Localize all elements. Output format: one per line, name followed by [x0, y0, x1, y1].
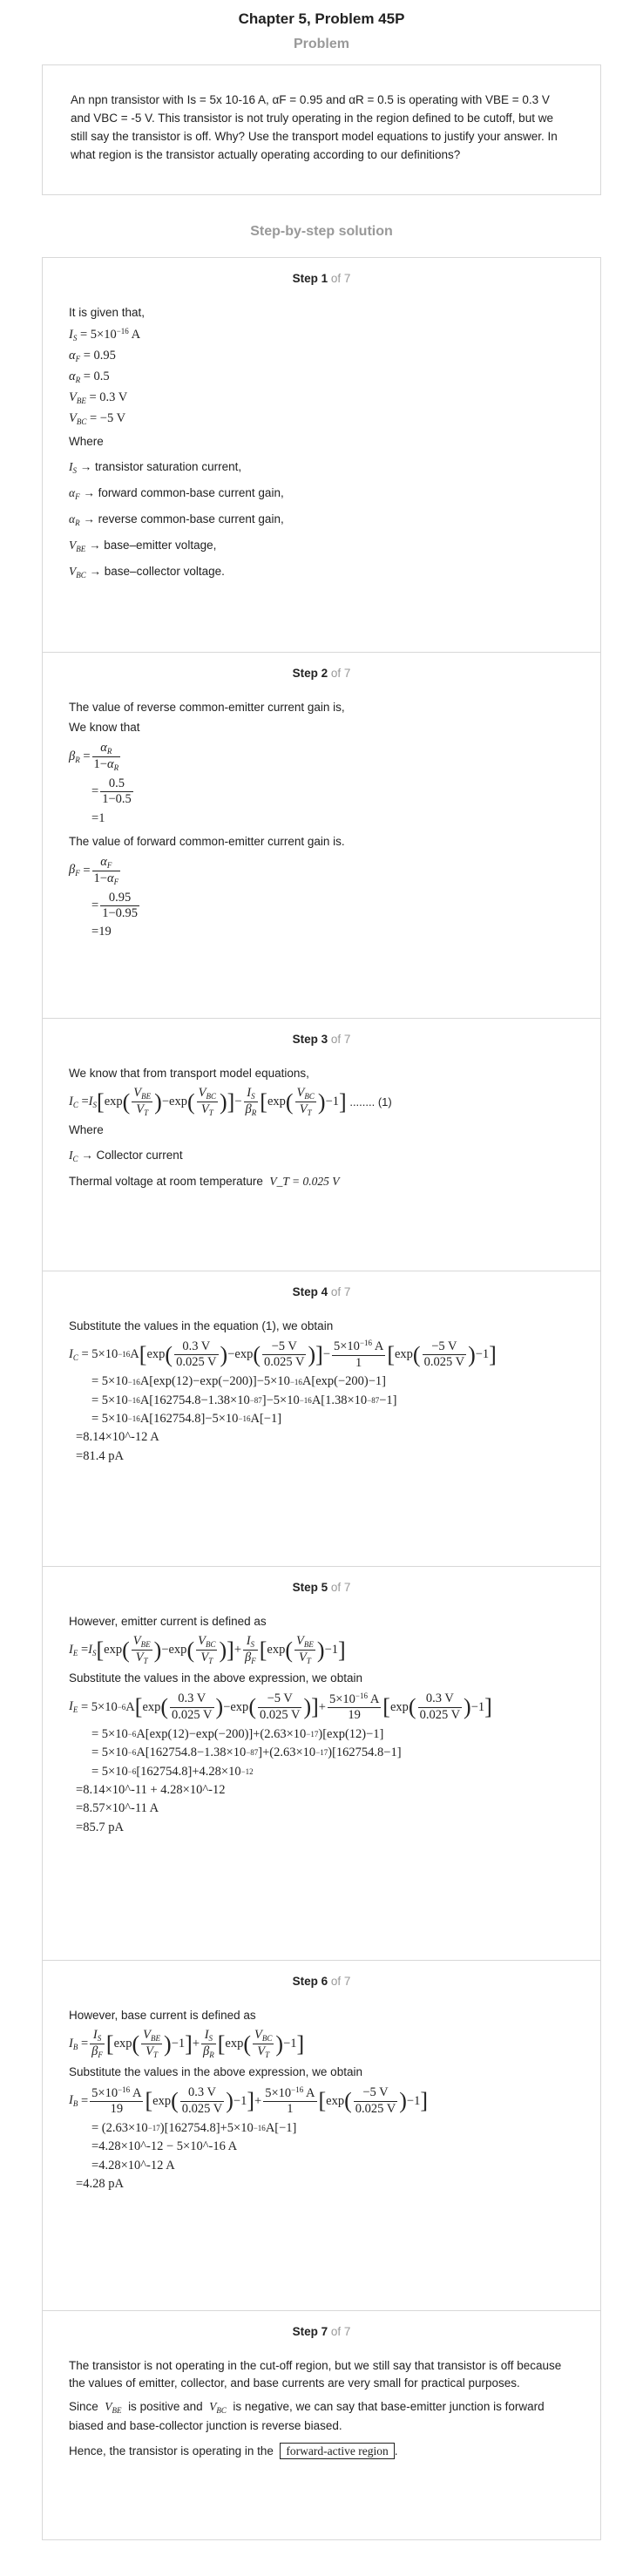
given-values	[69, 325, 574, 430]
ib-substitution: $I_B$ = $5\times 10^{-16}$ A 19 [ exp ( 0.3 V 0.025 V ) −1 ] + $5\times 10^{-16}$ A 1 [ exp ( −5 V 0.025 V ) −1 ] = (2.63×10 −17 )[162754.8]+5×10 −16 A[−1] = 4.28×10^-12 − 5×10^-16 A = 4.28×10^-12 A = 4.28 pA	[69, 2085, 429, 2191]
step-6-line1: However, base current is defined as	[69, 2008, 256, 2022]
step-1-where: Where	[69, 435, 104, 449]
step-2-line3: The value of forward common-emitter current gain is.	[69, 835, 345, 849]
given-vbe: $V_{BE} = 0.3$ V	[69, 390, 128, 406]
final-answer: forward-active region	[280, 2443, 394, 2459]
step-3-line1: We know that from transport model equations,	[69, 1066, 309, 1080]
step-7	[42, 2311, 601, 2540]
step-3	[42, 1019, 601, 1271]
beta-f-eq: $\beta_F$ = $\alpha_F$ $1-\alpha_F$ = 0.95 1−0.95 = 19	[69, 855, 138, 939]
ie-transport-eq: $I_E$ = $I_S$ [ exp ( $V_{BE}$ $V_T$ ) −exp ( $V_{BC}$ $V_T$ ) ] + $I_S$ $\beta_F$ [ exp ( $V_{BE}$ $V_T$ ) −1 ]	[69, 1634, 346, 1666]
step-2	[42, 653, 601, 1019]
step-6	[42, 1961, 601, 2311]
conclusion-p2: Since $V_{BE}$ is positive and $V_{BC}$ is negative, we can say that base-emitter junction is forward biased and base-collector junction is reverse biased.	[69, 2400, 545, 2433]
step-4-title: Step 4 of 7	[292, 1285, 351, 1298]
thermal-voltage: Thermal voltage at room temperature V_T = 0.025 V	[69, 1174, 340, 1188]
problem-heading: Problem	[293, 37, 349, 51]
ib-transport-eq: $I_B$ = $I_S$ $\beta_F$ [ exp ( $V_{BE}$ $V_T$ ) −1 ] + $I_S$ $\beta_R$ [ exp ( $V_{BC}$ $V_T$ ) −1 ]	[69, 2028, 305, 2060]
def-vbc: $V_{BC}$ → base–collector voltage.	[69, 564, 225, 580]
def-ic: $I_C$ → Collector current	[69, 1148, 183, 1163]
conclusion-p3: Hence, the transistor is operating in the forward-active region .	[69, 2444, 398, 2458]
step-2-title: Step 2 of 7	[292, 666, 351, 680]
step-5-line1: However, emitter current is defined as	[69, 1614, 267, 1628]
step-1	[42, 257, 601, 653]
def-is: $I_S$ → transistor saturation current,	[69, 459, 242, 475]
step-5	[42, 1567, 601, 1961]
def-vbe: $V_{BE}$ → base–emitter voltage,	[69, 538, 217, 553]
step-6-title: Step 6 of 7	[292, 1974, 351, 1988]
step-4	[42, 1271, 601, 1567]
step-2-line2: We know that	[69, 721, 140, 735]
step-6-line2: Substitute the values in the above expression, we obtain	[69, 2065, 362, 2079]
page-title: Chapter 5, Problem 45P	[238, 10, 405, 27]
ic-transport-eq: $I_C$ = $I_S$ [ exp ( $V_{BE}$ $V_T$ ) −exp ( $V_{BC}$ $V_T$ ) ] − $I_S$ $\beta_R$ [ exp ( $V_{BC}$ $V_T$ ) −1 ] ........ (1)	[69, 1086, 392, 1118]
step-2-line1: The value of reverse common-emitter current gain is,	[69, 700, 345, 714]
step-5-title: Step 5 of 7	[292, 1580, 351, 1594]
given-is: $I_S = 5\times 10^{-16}$ A	[69, 327, 141, 343]
ie-substitution: $I_E$ = 5×10 −6 A [ exp ( 0.3 V 0.025 V ) −exp ( −5 V 0.025 V ) ] + $5\times 10^{-16}$ A 19 [ exp ( 0.3 V 0.025 V ) −1 ] = 5×10 −6 A[exp(12)−exp(−200)]+(2.63×10 −17 )[exp(12)−1] = 5×10 −6 A[162754.8−1.38×10 −87 ]+(2.63×10 −17 )[162754.8−1] = 5×10 −6 [162754.8]+4.28×10 −12 = 8.14×10^-11 + 4.28×10^-12 = 8.57×10^-11 A = 85.7 pA	[69, 1691, 492, 1834]
def-ar: $\alpha_R$ → reverse common-base current gain,	[69, 512, 284, 527]
beta-r-eq: $\beta_R$ = $\alpha_R$ $1-\alpha_R$ = 0.5 1−0.5 = 1	[69, 741, 132, 825]
step-1-title: Step 1 of 7	[292, 271, 351, 285]
step-7-title: Step 7 of 7	[292, 2324, 351, 2338]
ic-substitution: $I_C$ = 5×10 −16 A [ exp ( 0.3 V 0.025 V ) −exp ( −5 V 0.025 V ) ] − $5\times 10^{-16}$ A 1 [ exp ( −5 V 0.025 V ) −1 ] = 5×10 −16 A[exp(12)−exp(−200)]−5×10 −16 A[exp(−200)−1] = 5×10 −16 A[162754.8−1.38×10 −87 ]−5×10 −16 A[1.38×10 −87 −1] = 5×10 −16 A[162754.8]−5×10 −16 A[−1] = 8.14×10^-12 A = 81.4 pA	[69, 1339, 497, 1463]
problem-box	[42, 64, 601, 195]
step-5-line2: Substitute the values in the above expression, we obtain	[69, 1671, 362, 1685]
given-vbc: $V_{BC} = -5$ V	[69, 411, 126, 427]
conclusion-p1: The transistor is not operating in the cut-off region, but we still say that transistor is off because the values of emitter, collector, and base currents are very small for practical purposes.	[69, 2358, 562, 2390]
given-af: $\alpha_F = 0.95$	[69, 349, 116, 364]
problem-text: An npn transistor with Is = 5x 10-16 A, αF = 0.95 and αR = 0.5 is operating with VBE = 0.3 V and VBC = -5 V. This transistor is not truly operating in the region defined to be cutoff, but we still say the transistor is off. Why? Use the transport model equations to justify your answer. In what region is the transistor actually operating according to our definitions?	[71, 92, 558, 161]
step-3-where: Where	[69, 1123, 104, 1137]
def-af: $\alpha_F$ → forward common-base current gain,	[69, 485, 284, 501]
step-1-intro: It is given that,	[69, 305, 146, 319]
step-3-title: Step 3 of 7	[292, 1032, 351, 1046]
given-ar: $\alpha_R = 0.5$	[69, 369, 110, 385]
solution-heading: Step-by-step solution	[250, 223, 393, 239]
step-4-line1: Substitute the values in the equation (1), we obtain	[69, 1319, 334, 1332]
